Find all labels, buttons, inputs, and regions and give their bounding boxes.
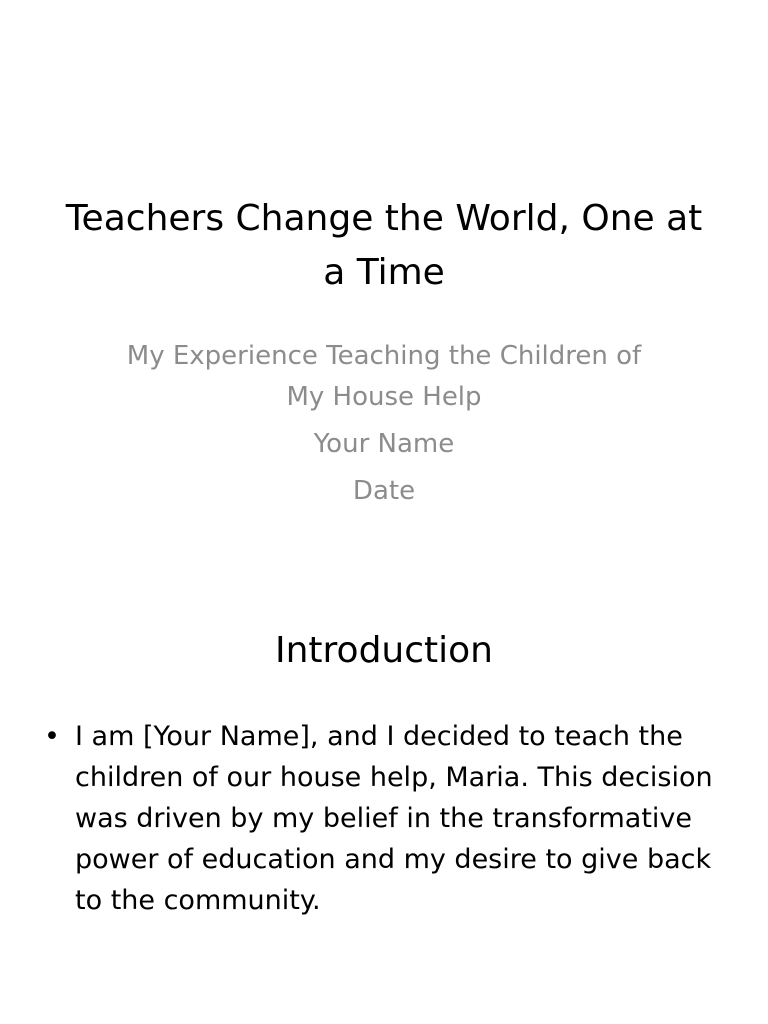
introduction-heading: Introduction bbox=[274, 630, 493, 671]
bullet-list bbox=[40, 716, 720, 921]
subtitle-line-author: Your Name bbox=[313, 429, 455, 459]
subtitle-line-description: My Experience Teaching the Children of My House Help bbox=[126, 341, 642, 412]
slide-title: Teachers Change the World, One at a Time bbox=[65, 198, 703, 293]
list-item bbox=[40, 716, 720, 921]
bullet-text: I am [Your Name], and I decided to teach the children of our house help, Maria. This decision was driven by my belief in the transformative power of education and my desire to give back to the community. bbox=[75, 721, 713, 916]
bullet-icon: • bbox=[44, 721, 60, 752]
subtitle-line-date: Date bbox=[352, 476, 416, 506]
slide-subtitle bbox=[110, 336, 658, 518]
introduction-slide bbox=[0, 576, 768, 1024]
